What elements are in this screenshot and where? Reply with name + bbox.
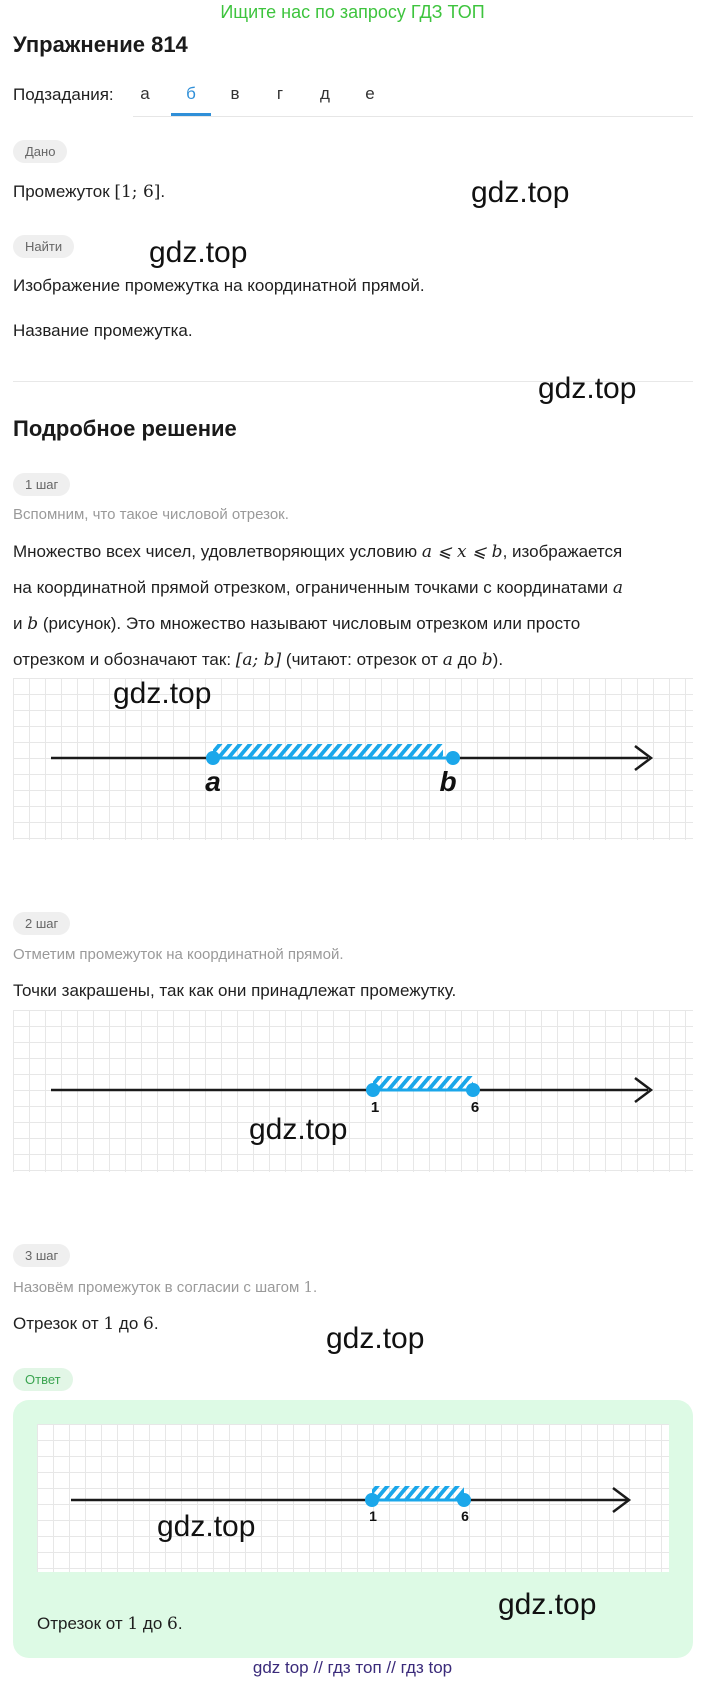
top-banner: Ищите нас по запросу ГДЗ ТОП bbox=[220, 2, 485, 22]
tab-a[interactable]: а bbox=[140, 84, 150, 103]
label-6: 6 bbox=[470, 1099, 480, 1116]
step3-hint: Назовём промежуток в согласии с шагом 1. bbox=[13, 1278, 318, 1296]
solution-heading: Подробное решение bbox=[13, 416, 237, 441]
watermark: gdz.top bbox=[471, 176, 570, 209]
point-1 bbox=[365, 1493, 379, 1507]
figure-segment-1-6 bbox=[13, 1010, 693, 1172]
point-b bbox=[446, 751, 460, 765]
given-text: Промежуток [1; 6]. bbox=[13, 182, 166, 202]
step1-hint: Вспомним, что такое числовой отрезок. bbox=[13, 506, 289, 523]
hatched-segment bbox=[213, 744, 443, 758]
tab-v[interactable]: в bbox=[230, 84, 240, 103]
label-a: a bbox=[205, 766, 221, 797]
answer-figure bbox=[37, 1424, 669, 1572]
subtasks-tabs bbox=[133, 84, 693, 117]
step3-text: Отрезок от 1 до 6. bbox=[13, 1314, 159, 1334]
footer-link-2[interactable]: гдз топ bbox=[327, 1658, 382, 1677]
given-pill: Дано bbox=[13, 140, 67, 163]
footer-links bbox=[0, 1658, 705, 1678]
answer-text: Отрезок от 1 до 6. bbox=[37, 1614, 183, 1634]
watermark: gdz.top bbox=[498, 1588, 597, 1621]
step3-pill: 3 шаг bbox=[13, 1244, 70, 1267]
step2-hint: Отметим промежуток на координатной прямой. bbox=[13, 946, 344, 963]
label-6: 6 bbox=[461, 1508, 469, 1524]
subtasks-label: Подзадания: bbox=[13, 85, 114, 104]
hatched-segment bbox=[373, 1076, 473, 1090]
footer-link-3[interactable]: гдз top bbox=[400, 1658, 453, 1677]
watermark: gdz.top bbox=[249, 1113, 348, 1146]
footer-separator: // bbox=[313, 1658, 323, 1677]
find-line-2: Название промежутка. bbox=[13, 321, 193, 340]
label-1: 1 bbox=[369, 1508, 377, 1524]
find-line-1: Изображение промежутка на координатной прямой. bbox=[13, 276, 425, 295]
step1-paragraph: Множество всех чисел, удовлетворяющих условию a ⩽ x ⩽ b, изображается на координатной прямой отрезком, ограниченным точками с координатами a и b (рисунок). Это множество называют числовым отрезком или просто отрезком и обозначают так: [a; b] (читают: отрезок от a до b). bbox=[13, 542, 624, 670]
point-a bbox=[206, 751, 220, 765]
page-title: Упражнение 814 bbox=[13, 32, 188, 57]
watermark: gdz.top bbox=[326, 1322, 425, 1355]
watermark: gdz.top bbox=[157, 1510, 256, 1543]
label-b: b bbox=[439, 766, 457, 797]
given-math: [1; 6] bbox=[114, 182, 161, 202]
tab-g[interactable]: г bbox=[276, 84, 284, 103]
footer-separator: // bbox=[386, 1658, 396, 1677]
tab-b[interactable]: б bbox=[171, 84, 211, 116]
point-6 bbox=[466, 1083, 480, 1097]
hatched-segment bbox=[372, 1486, 464, 1500]
label-1: 1 bbox=[370, 1099, 380, 1116]
point-1 bbox=[366, 1083, 380, 1097]
find-pill: Найти bbox=[13, 235, 74, 258]
watermark: gdz.top bbox=[113, 677, 212, 710]
point-6 bbox=[457, 1493, 471, 1507]
step1-pill: 1 шаг bbox=[13, 473, 70, 496]
step2-pill: 2 шаг bbox=[13, 912, 70, 935]
answer-pill: Ответ bbox=[13, 1368, 73, 1391]
footer-link-1[interactable]: gdz top bbox=[252, 1658, 309, 1677]
tab-e[interactable]: е bbox=[365, 84, 375, 103]
watermark: gdz.top bbox=[149, 236, 248, 269]
step2-text: Точки закрашены, так как они принадлежат промежутку. bbox=[13, 981, 457, 1000]
watermark: gdz.top bbox=[538, 372, 637, 405]
tab-d[interactable]: д bbox=[320, 84, 330, 103]
